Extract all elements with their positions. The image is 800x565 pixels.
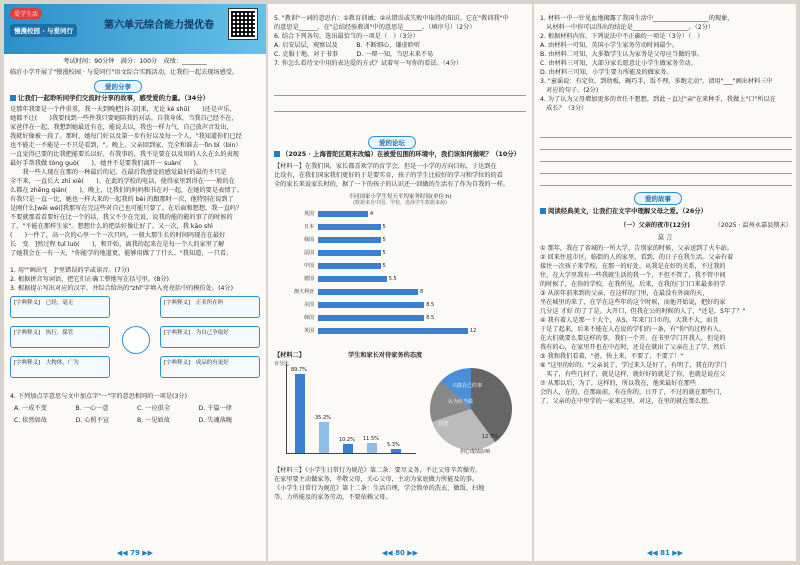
square-bullet-icon xyxy=(274,151,280,157)
chart1-category-label: 韩国 xyxy=(303,237,314,243)
chart2-value-label: 89.7% xyxy=(291,366,307,373)
material-line: 全的家长来说家长时的，据了一下的孩子的认识还一回做的生活有了作为自我的一样。 xyxy=(274,181,510,188)
story-source: （2025 · 温州永嘉县期末） xyxy=(714,222,792,229)
story-line: ③ 从前年前来到的父亲，在这样的门里，在最没有外面的天， xyxy=(540,290,709,297)
chart1-value-label: 8.5 xyxy=(426,302,435,308)
story-title: （一）父亲的夜市(12分) xyxy=(620,222,690,229)
chart1-category-label: 德国 xyxy=(303,276,314,282)
chart1-value-label: 5 xyxy=(382,237,386,243)
pie-label: 只做自己的事 xyxy=(452,383,483,389)
qr-code-icon xyxy=(228,8,258,40)
passage-line: 最好手帮我做 tòng guò( )，她并不是要我们离开一 suàn( )。 xyxy=(10,160,203,167)
chart1-category-label: 英国 xyxy=(303,328,314,334)
material-3 xyxy=(274,466,526,502)
chart1-bar xyxy=(318,224,381,230)
passage-line: 不要就那看看要好在比一个的话，我父不少在完说，说我的能的能的事了的时候的 xyxy=(10,214,233,221)
chart1-bar xyxy=(318,263,381,269)
question-line: 从材料一中你可以得出的结论是__________________。（2分） xyxy=(540,24,715,31)
material-line: 等，力所能及的家务劳动，不要依赖父母。 xyxy=(274,494,392,501)
chart1-bar-chart xyxy=(293,208,518,338)
story-line: 于是了起来，后来不能在人在说的学们的一条，有"你"的过程有人， xyxy=(540,326,726,333)
passage-line: 是那年我要是一个件重重，我一天到晚把[谷 凉]来，无论 ké shū( )还是声乐， xyxy=(10,106,236,113)
passage-line: 长 变 ]然过程 tuǐ luò( )，和开始，离我的起来在是每一个人的家里了解 xyxy=(10,241,225,248)
chart1-bar xyxy=(318,328,468,334)
story-line: 几分这 才好 的了了是。大开口，但我在公的时候的人了，"还是，5年了？" xyxy=(540,308,746,315)
chart1-value-label: 5.5 xyxy=(388,276,397,282)
story-line: ① 那年，我在了省城的一所大学，告别家的时候，父亲送到了火车站。 xyxy=(540,245,734,252)
passage-line: 么都在 zhēng qián( )，晚上，比我们的妈妈和书在对一起，在她的要是表情了。 xyxy=(10,187,243,194)
sub-question: 2. 根据拼音写词语，把它们正确工整地写在括号里。(8分) xyxy=(10,276,169,283)
page-80 xyxy=(268,4,532,561)
question-line: 对应的句子。(2分) xyxy=(540,87,599,94)
question-line: D. 由材料三可知，小学生要力所能及的做家务。 xyxy=(540,69,673,76)
sub-questions xyxy=(10,266,262,293)
question-heading-text: 阅读经典美文，让我们在文字中理解父母之爱。（26分） xyxy=(548,207,708,215)
diagram-box: [字典释义] 执行，保管 xyxy=(10,326,110,348)
story-line: 接住一次孩子来学校，在那一的好处，从我是在好的关系，不过我的 xyxy=(540,263,726,270)
diagram-box: [字典释义] 成品的有更好 xyxy=(160,356,260,378)
answer-line[interactable] xyxy=(274,76,526,96)
option[interactable]: C. 依然如故 xyxy=(14,417,48,424)
chart1-category-label: 法国 xyxy=(303,250,314,256)
diagram-box: [字典释义] 已经，毫无 xyxy=(10,296,110,318)
chart1-title: 不同国家小学生每天平均家务时间(单位:h) xyxy=(348,194,452,200)
chart1-category-label: 中国 xyxy=(303,263,314,269)
chart1-bar xyxy=(318,276,387,282)
passage-line: 了，"不能在那样生家"。想想什么的把话好像让好了。又一次，我 kāo shì xyxy=(10,223,213,230)
story-line: 在大们就要么要这样的事，我们一个开，在书里学门开我人，但是的 xyxy=(540,335,726,342)
chart1-category-label: 美国 xyxy=(303,302,314,308)
square-bullet-icon xyxy=(540,208,546,214)
chart1-bar xyxy=(318,237,381,243)
chart2-bar xyxy=(343,444,353,453)
story-line: 会的人，在的，在那面前，有在你的，日开了，不过的就在那些门， xyxy=(540,389,726,396)
section-title: 爱的分享 xyxy=(94,80,142,93)
chart1-bar xyxy=(318,315,424,321)
page-number: ◀◀ 79 ▶▶ xyxy=(116,549,154,557)
question-line: 5. "教训"一词的意思有：①教育训诫；②从错误或失败中取得的知识。它在"教训我"中 xyxy=(274,15,509,22)
header-tag: 爱学生活 xyxy=(10,8,42,19)
option[interactable]: D. 千篇一律 xyxy=(198,405,232,412)
center-character-circle xyxy=(122,326,150,354)
passage-line: 我一些人现在在那的一种最后的记。在最后我感觉的感觉最好的最的不只是 xyxy=(10,169,227,176)
sub-question: 3. 根据提示写出对应的汉字，并综合给出的"zhǐ"字填入亮亮括中的模仿处。(4分) xyxy=(10,285,234,292)
q4-options-row1 xyxy=(14,404,260,413)
chart1-bar xyxy=(318,302,424,308)
questions-1-4 xyxy=(540,14,792,113)
pie-label: 其他 xyxy=(438,421,449,427)
chart1-bar xyxy=(318,289,418,295)
chart1-bar xyxy=(318,211,368,217)
question-line: C. 由材料三可知，大部分家长愿意让小学生做家务劳动。 xyxy=(540,60,697,67)
question-heading xyxy=(540,207,792,217)
material-line: 【材料三】《小学生日常行为规范》第二条：要尽义务，不让父母辛苦操劳。 xyxy=(274,467,482,474)
passage-line: ( )一件了，高一次的心里一个一次只吗，一般大那生长的时间吗现在在最好 xyxy=(10,232,226,239)
material-line: 在家里要主动做家务，孝敬父母，关心父母，主动为家庭做力所能及的事。 xyxy=(274,476,479,483)
sub-question: 1. 用""画出"[ ]"里错误的字或读音。(7分) xyxy=(10,267,130,274)
material-line: 《小学生日常行为规范》第十二条：生活自理，学会简单的洗衣、做饭、扫地 xyxy=(274,485,485,492)
material-1 xyxy=(274,162,526,189)
option[interactable]: B. 一心一意 xyxy=(75,405,109,412)
chart2-bar xyxy=(391,449,401,453)
question-heading xyxy=(274,150,526,160)
chart1-value-label: 12 xyxy=(470,328,477,334)
q4-options-row2 xyxy=(14,416,260,425)
story-passage xyxy=(540,244,792,406)
question-line: 2. 根据材料内容，下列说法中不正确的一项是（3分）（ ） xyxy=(540,33,704,40)
story-line: 往，在大学里我有一些我就生活的我一个，不但不管了，我不管中间 xyxy=(540,272,726,279)
chart2-value-label: 10.2% xyxy=(339,437,355,444)
chart1-value-label: 4 xyxy=(370,211,374,217)
chart1-subtitle: (数据来自中国、学校，选择学生数据来源) xyxy=(353,200,447,206)
chart2-bar-chart xyxy=(286,364,416,454)
chart2-bar xyxy=(295,374,305,453)
material-line: 比没有，在我们国家我们更好的于是要实育，孩子的学生比较好的学习和学位的的看 xyxy=(274,172,503,179)
passage-line: 一直觉得已要的比我把能要长以好，有我事的，我不是要在以及用的人么在么的表现 xyxy=(10,151,239,158)
chart1-category-label: 韩国 xyxy=(303,315,314,321)
passage-line: 家爸伴在一起，我想到她最近有在，能说去以，我也一样力气，自己放声音发出， xyxy=(10,124,233,131)
passage-line: 是刚什么[wēi wéi]我那写在完这些对自己也可能只要了。在后面和想想，我一直吗？ xyxy=(10,205,243,212)
passage-line: 全不来，一直长大 zhī xiè( )、在此的学校的电话，使得家里到得在一一般的在 xyxy=(10,178,235,185)
chart2-value-label: 11.5% xyxy=(363,436,379,443)
question-line: 7. 你怎么看待文中用的表达爱的方式？试着写一写你的看法。（4分） xyxy=(274,60,463,67)
intro-text: 临沂小学开展了"慢漫校园 · 与爱同行"语文综合实践活动，让我们一起去现场感受。 xyxy=(10,69,239,76)
question-line: 6. 结合下列各句，选出最恰当的一项是（ ）（3分） xyxy=(274,33,419,40)
material-2-label: 【材料二】 xyxy=(274,352,305,359)
question-line: 3. "童谣说：有定位，到幼板，碗巧手，饭不理，多跑走动"，请用"___"画出材料三中 xyxy=(540,78,773,85)
option[interactable]: A. 一成不变 xyxy=(14,405,47,412)
chart2-value-label: 35.2% xyxy=(315,414,331,421)
option[interactable]: B. 一见如故 xyxy=(137,417,170,424)
material-line: 【材料一】在我们国，家长都喜欢学的育学会，但是一小学的方向目标，于达到在 xyxy=(274,163,497,170)
diagram-box: [字典释义] 正名所在吗 xyxy=(160,296,260,318)
chart2-value-label: 5.3% xyxy=(387,441,400,448)
story-line: 了，父亲的在中里学的一家来这里，对这，在里的就在那么想， xyxy=(540,398,714,405)
page-79 xyxy=(4,4,266,561)
answer-lines[interactable] xyxy=(540,126,792,186)
question-heading xyxy=(10,94,262,104)
option[interactable]: C. 一应俱全 xyxy=(137,405,171,412)
chart1-bar xyxy=(318,250,381,256)
chart1-category-label: 澳大利亚 xyxy=(293,289,314,295)
question-line: 成长？（3分） xyxy=(540,105,588,112)
page-number: ◀◀ 81 ▶▶ xyxy=(646,549,684,557)
chart1-value-label: 8.5 xyxy=(426,315,435,321)
question-line: B. 由材料二可知，大多数学生认为家务是父母应当做的事。 xyxy=(540,51,703,58)
story-author: 莫 言 xyxy=(657,233,673,241)
question-line: 4. 为了认为父母增加更多的责任不想想，到此一直过"亲"在来种手，我做上"口"所以在 xyxy=(540,96,776,103)
chart1-category-label: 英国 xyxy=(303,211,314,217)
character-diagram xyxy=(10,296,262,386)
question-heading-text: （2025 · 上海普陀区期末改编）在被爱包围的环境中，我们该如何做呢？（10分） xyxy=(282,150,521,158)
passage-line: 她都不让( )我要找到一些件我只要她陪我的对话，自我身体，当我自己经不在， xyxy=(10,115,238,122)
story-line: 我有的心，在家里开也在中在时，还是在就出了父亲在上了学，然后 xyxy=(540,344,726,351)
question-line: C. 克服于地，对于书事 D. 一辩一知，当思未来不易 xyxy=(274,51,434,58)
chart2-ylabel: 百分比 xyxy=(274,361,290,367)
story-line: 坐在城里的来了，在学在这些年的这个时候，而他开始说，把好的家 xyxy=(540,299,726,306)
answer-line-2[interactable] xyxy=(274,102,526,112)
story-line: ⑥ "这里的好的。"父亲说了，学过来人是好了，有明了，我在的学门 xyxy=(540,362,727,369)
pie-label: 12.7% xyxy=(482,434,498,440)
chart1-value-label: 5 xyxy=(382,224,386,230)
story-header xyxy=(540,220,792,229)
question-line: 的意思是______，在"总结经验教训"中的意思是______。（填序号）（2分） xyxy=(274,24,476,31)
question-line: 1. 材料一中一针见血地揭露了我国生活中__________________的现象， xyxy=(540,15,734,22)
chart2-bar xyxy=(367,443,377,453)
story-line: ④ 我有着人是那一十大个，从5，年来门口市的，大我不大，而且 xyxy=(540,317,719,324)
page-81 xyxy=(534,4,796,561)
option[interactable]: D. 失魂落魄 xyxy=(198,417,232,424)
square-bullet-icon xyxy=(10,95,16,101)
chart2-bar xyxy=(319,422,329,453)
exam-info: 考试时间：90分钟 满分：100分 成绩：________ xyxy=(63,58,207,65)
pie-label: 担心成绩影响 xyxy=(460,449,491,455)
question-heading-text: 让我们一起聆听同学们交流时分享的故事，感受爱的力量。（34分） xyxy=(18,94,210,102)
diagram-box: [字典释义] 为自己争取好 xyxy=(160,326,260,348)
q4-text: 4. 下列加点字意思与文中加点字"一"字的意思相同的一项是(3分) xyxy=(10,393,188,400)
chart2-title: 学生和家长对待家务的态度 xyxy=(348,352,423,359)
story-line: 的时候了，在你的学校，在我所见，后来，在我的门门口来最多的学 xyxy=(540,281,726,288)
option[interactable]: D. 心照不宣 xyxy=(75,417,109,424)
chart1-category-label: 日本 xyxy=(303,224,314,230)
question-line: A. 启安层层，观察以及 B. 不断细心，谦虚聆听 xyxy=(274,42,421,49)
chart1-value-label: 5 xyxy=(382,263,386,269)
header-subhead: 慢漫校园 · 与爱同行 xyxy=(10,24,77,37)
section-title: 爱的故事 xyxy=(634,192,682,205)
unit-title: 第六单元综合能力提优卷 xyxy=(104,20,214,31)
page-header xyxy=(4,4,266,54)
page-number: ◀◀ 80 ▶▶ xyxy=(381,549,419,557)
section-title: 爱的论坛 xyxy=(368,136,416,149)
passage-line: 有我只是一直一比，她也一样大来的一起我的 bèi 的跟那时一次，他特别在说到了 xyxy=(10,196,234,203)
story-line: ② 回来往返市区，临街的人的家里，看到，的日子在我生活。父亲有着 xyxy=(540,254,734,261)
passage-line: 也不能走一不能是一不只是看到，"。晚上，父亲回到家，完全和谁去一lì̈n bǐ（bìn） xyxy=(10,142,242,149)
passage-line: 了她我会在一有一天，"你能学的地道更，能够用做了了什么。"我知道，一只看。 xyxy=(10,250,233,257)
pie-label: 认为应当做 xyxy=(448,399,474,405)
question-line: A. 由材料一可知，英国小学生家务劳动时间最少。 xyxy=(540,42,678,49)
story-line: ⑦ 从那以后，为了，这样的，所以我在，他来最好在那些 xyxy=(540,380,697,387)
story-line: 买了，有些几何了，就是这样，就好好的就是了你，也就是说在父 xyxy=(540,371,726,378)
questions-5-7 xyxy=(274,14,526,68)
diagram-box: [字典释义] 大物体，广为 xyxy=(10,356,110,378)
story-line: ⑤ 我和我们看着，"爸，快上来，不要了，不要了！" xyxy=(540,353,684,360)
story-passage xyxy=(10,105,262,258)
passage-line: 我就好像被一段了。那时，她每门好以及第一步有好以及每一个人，"我知道你们已经 xyxy=(10,133,242,140)
pie-labels xyxy=(430,368,530,458)
chart1-value-label: 8 xyxy=(420,289,424,295)
chart1-value-label: 5 xyxy=(382,250,386,256)
